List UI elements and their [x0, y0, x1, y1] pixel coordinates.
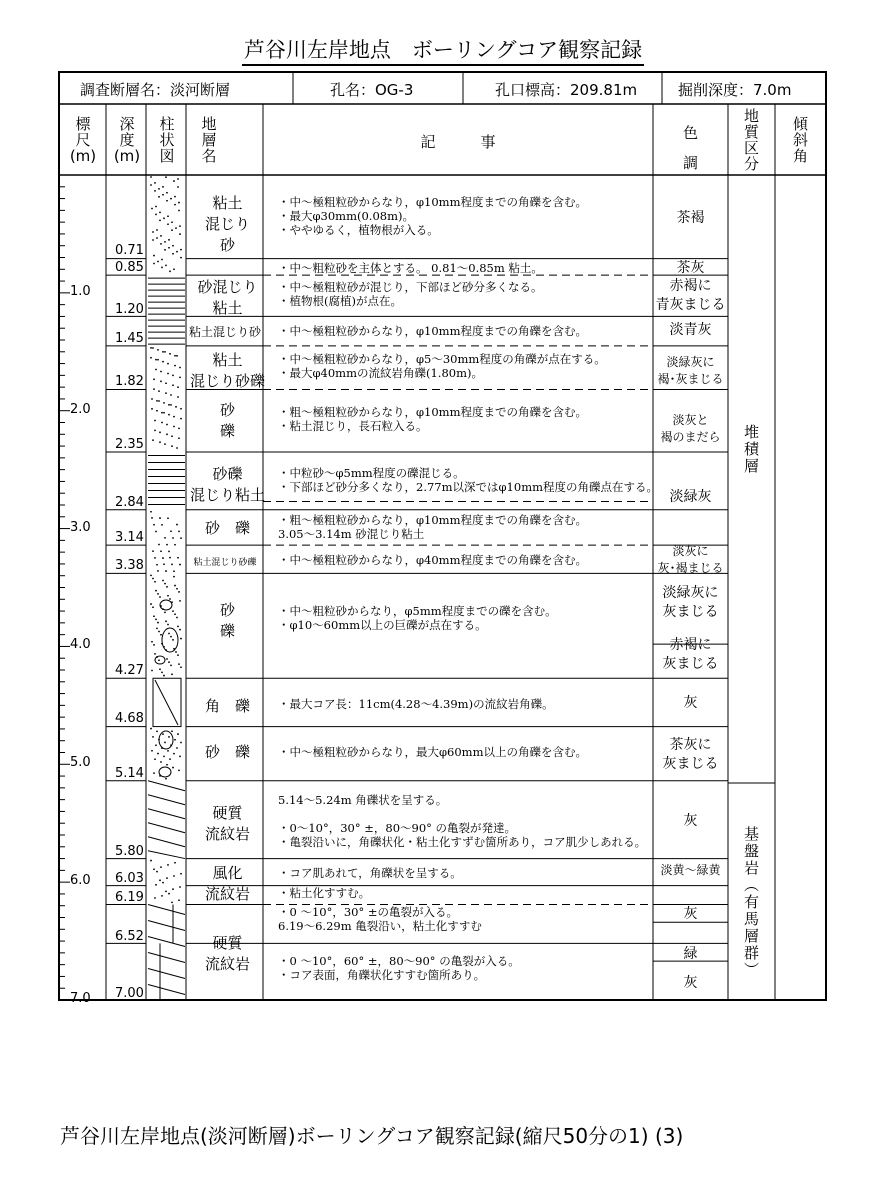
description: ・粘土化すすむ。: [278, 886, 371, 900]
col-layer: 地 層 名: [201, 115, 217, 165]
description: ・粗～極粗粒砂からなり，φ10mm程度までの角礫を含む。 3.05～3.14m 砂混じり粘土: [278, 513, 587, 541]
description: ・中～極粗粒砂からなり，φ10mm程度までの角礫を含む。: [278, 324, 587, 338]
layer-name: 風化 流紋岩: [204, 864, 250, 903]
color-tone: 灰: [683, 906, 698, 922]
color-tone: 淡青灰: [669, 322, 712, 338]
layer-name: 砂 礫: [219, 401, 235, 440]
depth-label: 0.71: [115, 243, 144, 258]
color-tone: 淡黄～緑黄: [660, 863, 721, 877]
color-tone: 緑: [683, 946, 698, 962]
drill-depth: 掘削深度：7.0m: [678, 81, 792, 99]
color-tone: 淡灰に 灰･褐まじる: [657, 544, 724, 575]
depth-label: 7.00: [115, 986, 144, 1001]
depth-label: 1.20: [115, 302, 144, 317]
hole-name: 孔名：OG-3: [330, 81, 414, 99]
description: ・中～粗粒砂からなり，φ5mm程度までの礫を含む。 ・φ10～60mm以上の巨礫が点在する。: [278, 604, 557, 632]
color-tone: 灰: [683, 813, 698, 829]
description: ・中～極粗粒砂からなり，φ10mm程度までの角礫を含む。 ・最大φ30mm(0.08m)。 ・ややゆるく，植物根が入る。: [278, 195, 587, 237]
depth-label: 6.52: [115, 929, 144, 944]
layer-name: 砂 礫: [204, 743, 250, 761]
scale-label: 4.0: [70, 637, 91, 653]
color-tone: 淡緑灰に 褐･灰まじる: [657, 355, 724, 386]
layer-name: 粘土混じり砂礫: [193, 558, 257, 568]
description: ・中～極粗粒砂からなり，φ40mm程度までの角礫を含む。: [278, 553, 587, 567]
fault-name: 調査断層名：淡河断層: [80, 81, 231, 99]
color-tone: 赤褐に 灰まじる: [662, 637, 719, 672]
description: ・コア肌あれて，角礫状を呈する。: [278, 866, 462, 880]
footer-caption: 芦谷川左岸地点(淡河断層)ボーリングコア観察記録(縮尺50分の1) (3): [60, 1124, 684, 1148]
color-tone: 灰: [683, 695, 698, 711]
scale-label: 6.0: [70, 873, 91, 889]
depth-label: 0.85: [115, 260, 144, 275]
depth-label: 6.03: [115, 871, 144, 886]
depth-label: 4.27: [115, 663, 144, 678]
col-color: 色 調: [682, 124, 698, 172]
color-tone: 茶灰に 灰まじる: [662, 737, 719, 772]
col-scale: 標 尺 (m): [69, 115, 97, 165]
col-column: 柱 状 図: [159, 115, 175, 165]
scale-label: 2.0: [70, 401, 91, 417]
depth-label: 3.38: [115, 558, 144, 573]
scale-label: 3.0: [70, 519, 91, 535]
page-title: 芦谷川左岸地点 ボーリングコア観察記録: [0, 34, 886, 64]
color-tone: 淡緑灰に 灰まじる: [662, 585, 719, 620]
layer-name: 砂混じり 粘土: [197, 278, 258, 317]
layer-name: 砂礫 混じり粘土: [190, 465, 266, 504]
color-tone: 茶灰: [676, 260, 705, 276]
layer-name: 硬質 流紋岩: [204, 804, 250, 843]
description: ・中～粗粒砂を主体とする。 0.81～0.85m 粘土。: [278, 261, 543, 275]
color-tone: 淡緑灰: [669, 489, 712, 505]
col-dip: 傾 斜 角: [792, 115, 808, 165]
layer-name: 角 礫: [204, 697, 250, 715]
depth-label: 1.82: [115, 374, 144, 389]
col-desc: 記 事: [420, 133, 496, 151]
color-tone: 赤褐に 青灰まじる: [655, 278, 726, 313]
depth-label: 1.45: [115, 331, 144, 346]
layer-name: 粘土混じり砂: [188, 325, 261, 339]
depth-label: 6.19: [115, 890, 144, 905]
layer-name: 砂 礫: [204, 519, 250, 537]
description: ・中粒砂～φ5mm程度の礫混じる。 ・下部ほど砂分多くなり，2.77m以深ではφ10mm程度の角礫点在する。: [278, 466, 659, 494]
depth-label: 3.14: [115, 530, 144, 545]
geologic-unit: 基 盤 岩 ︵ 有 馬 層 群 ︶: [743, 825, 759, 979]
layer-name: 砂 礫: [219, 601, 235, 640]
layer-name: 硬質 流紋岩: [204, 934, 250, 973]
depth-label: 4.68: [115, 711, 144, 726]
layer-name: 粘土 混じり 砂: [204, 194, 250, 254]
hole-elevation: 孔口標高：209.81m: [495, 81, 638, 99]
color-tone: 淡灰と 褐のまだら: [660, 413, 721, 444]
description: 5.14～5.24m 角礫状を呈する。 ・0～10°，30° ±，80～90° の亀裂が発達。 ・亀裂沿いに，角礫状化・粘土化すずむ箇所あり，コア肌少しあれる。: [278, 793, 647, 849]
description: ・中～極粗粒砂が混じり，下部ほど砂分多くなる。 ・植物根(腐植)が点在。: [278, 280, 543, 308]
geologic-unit: 堆 積 層: [743, 423, 759, 475]
scale-label: 7.0: [70, 991, 91, 1006]
description: ・粗～極粗粒砂からなり，φ10mm程度までの角礫を含む。 ・粘土混じり，長石粒入る。: [278, 405, 587, 433]
col-depth: 深 度 (m): [113, 115, 141, 165]
description: ・0 ～10°，60° ±，80～90° の亀裂が入る。 ・コア表面，角礫状化すすむ箇所あり。: [278, 954, 520, 982]
depth-label: 5.14: [115, 766, 144, 781]
depth-label: 2.84: [115, 495, 144, 510]
layer-name: 粘土 混じり砂礫: [190, 351, 266, 390]
description: ・中～極粗粒砂からなり，最大φ60mm以上の角礫を含む。: [278, 745, 587, 759]
scale-label: 5.0: [70, 755, 91, 771]
description: ・0 ～10°，30° ±の亀裂が入る。 6.19～6.29m 亀裂沿い，粘土化すすむ: [278, 905, 482, 933]
color-tone: 灰: [683, 975, 698, 991]
depth-label: 5.80: [115, 844, 144, 859]
description: ・中～極粗粒砂からなり，φ5～30mm程度の角礫が点在する。 ・最大φ40mmの流紋岩角礫(1.80m)。: [278, 352, 606, 380]
col-geo: 地 質 区 分: [743, 107, 759, 173]
description: ・最大コア長：11cm(4.28～4.39m)の流紋岩角礫。: [278, 697, 554, 711]
color-tone: 茶褐: [676, 210, 705, 226]
scale-label: 1.0: [70, 283, 91, 299]
depth-label: 2.35: [115, 437, 144, 452]
